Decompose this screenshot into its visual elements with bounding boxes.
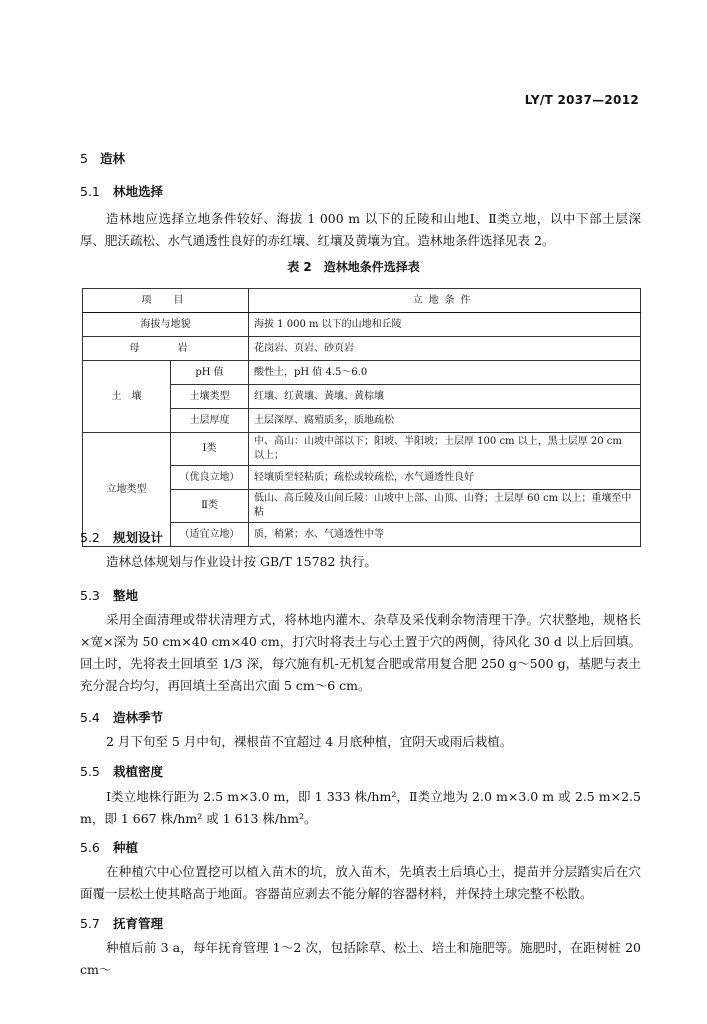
section-5-4-text: 2 月下旬至 5 月中旬，裸根苗不宜超过 4 月底种植，宜阴天或雨后栽植。 [106, 734, 513, 749]
section-5-heading [80, 149, 125, 167]
section-5-7-text: 种植后前 3 a，每年抚育管理 1～2 次，包括除草、松土、培土和施肥等。施肥时，在距树桩 20 cm～ [80, 940, 641, 977]
section-5-5-text: Ⅰ类立地株行距为 2.5 m×3.0 m，即 1 333 株/hm²，Ⅱ类立地为 2.0 m×3.0 m 或 2.5 m×2.5 m，即 1 667 株/hm² 或 1 613 株/hm²。 [80, 789, 641, 826]
table-cell: 花岗岩、页岩、砂页岩 [249, 337, 641, 361]
section-5-2-heading [80, 528, 163, 546]
table-cell: 海拔 1 000 m 以下的山地和丘陵 [249, 313, 641, 337]
table-cell: 土壤类型 [171, 385, 249, 409]
table-label: 表 2 [287, 260, 312, 274]
table-cell: Ⅰ类 [171, 433, 249, 466]
section-number: 5.6 [80, 840, 100, 855]
table-header-item: 项 目 [83, 289, 249, 313]
table-cell: Ⅱ类 [171, 490, 249, 523]
table-cell: （优良立地） [171, 466, 249, 490]
section-number: 5.7 [80, 916, 100, 931]
section-5-3-text: 采用全面清理或带状清理方式，将林地内灌木、杂草及采伐剩余物清理干净。穴状整地，规格长×宽×深为 50 cm×40 cm×40 cm，打穴时将表土与心土置于穴的两侧，待风化 30 d 以上后回填。回土时，先将表土回填至 1/3 深，每穴施有机-无机复合肥或常用复合肥 250 g～500 g，基肥与表土充分混合均匀，再回填土至高出穴面 5 cm～6 cm。 [80, 612, 641, 693]
section-number: 5.5 [80, 764, 100, 779]
table-name: 造林地条件选择表 [323, 260, 420, 274]
section-number: 5 [80, 151, 88, 166]
table-cell: pH 值 [171, 361, 249, 385]
standard-code: LY/T 2037—2012 [524, 93, 639, 107]
table-cell: 母 岩 [83, 337, 249, 361]
section-number: 5.3 [80, 588, 100, 603]
table-cell: 立地类型 [83, 433, 171, 547]
table-row [83, 337, 641, 361]
section-5-4-heading [80, 708, 163, 726]
section-number: 5.1 [80, 184, 100, 199]
table-row [83, 313, 641, 337]
table-cell: 轻壤质至轻粘质；疏松或较疏松，水气通透性良好 [249, 466, 641, 490]
section-5-6-text: 在种植穴中心位置挖可以植入苗木的坑，放入苗木，先填表土后填心土，提苗并分层踏实后在穴面覆一层松土使其略高于地面。容器苗应剥去不能分解的容器材料，并保持土球完整不松散。 [80, 864, 641, 901]
section-title: 种植 [113, 840, 139, 855]
section-5-1-heading [80, 182, 163, 200]
table-header-row [83, 289, 641, 313]
section-5-2-text: 造林总体规划与作业设计按 GB/T 15782 执行。 [106, 554, 377, 569]
section-5-3-heading [80, 586, 138, 604]
section-5-1-text: 造林地应选择立地条件较好、海拔 1 000 m 以下的丘陵和山地Ⅰ、Ⅱ类立地，以中下部土层深厚、肥沃疏松、水气通透性良好的赤红壤、红壤及黄壤为宜。造林地条件选择见表 2。 [80, 211, 641, 248]
section-title: 抚育管理 [113, 916, 164, 931]
section-5-7-heading [80, 914, 163, 932]
table-cell: 红壤、红黄壤、黄壤、黄棕壤 [249, 385, 641, 409]
section-number: 5.4 [80, 710, 100, 725]
table-cell: （适宜立地） [171, 523, 249, 547]
section-title: 造林季节 [113, 710, 164, 725]
table-row [83, 433, 641, 466]
section-5-5-heading [80, 762, 163, 780]
table-cell: 质，稍紧；水、气通透性中等 [249, 523, 641, 547]
site-conditions-table [82, 288, 641, 547]
section-number: 5.2 [80, 530, 100, 545]
table-cell: 土层厚度 [171, 409, 249, 433]
table-header-condition: 立地条件 [249, 289, 641, 313]
section-5-6-heading [80, 838, 138, 856]
table-cell: 海拔与地貌 [83, 313, 249, 337]
table-cell: 土层深厚、腐殖质多，质地疏松 [249, 409, 641, 433]
table-cell: 中、高山：山坡中部以下；阳坡、半阳坡；土层厚 100 cm 以上，黑土层厚 20 cm 以上； [249, 433, 641, 466]
table-row [83, 361, 641, 385]
table-cell: 土 壤 [83, 361, 171, 433]
table-title [0, 258, 707, 275]
section-title: 林地选择 [113, 184, 164, 199]
section-title: 栽植密度 [113, 764, 164, 779]
section-title: 造林 [100, 151, 126, 166]
section-title: 整地 [113, 588, 139, 603]
table-cell: 低山、高丘陵及山间丘陵：山坡中上部、山顶、山脊；土层厚 60 cm 以上；重壤至中粘 [249, 490, 641, 523]
section-title: 规划设计 [113, 530, 164, 545]
table-cell: 酸性土，pH 值 4.5～6.0 [249, 361, 641, 385]
